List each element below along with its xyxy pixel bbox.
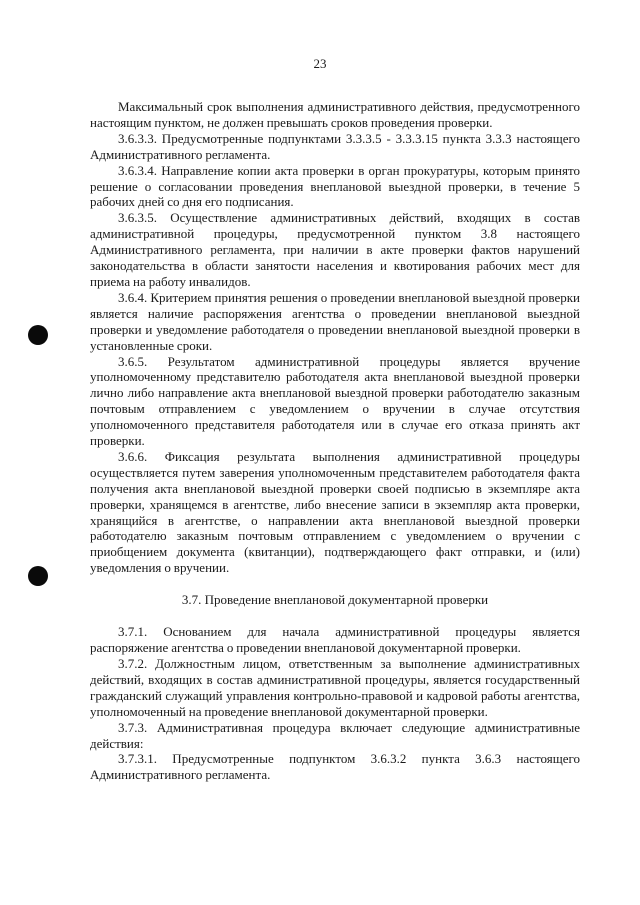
- section-title: 3.7. Проведение внеплановой документарной проверки: [181, 592, 489, 608]
- paragraph-3-6-3-5: 3.6.3.5. Осуществление административных действий, входящих в состав административной процедуры, предусмотренной пунктом 3.8 настоящего Административного регламента, при наличии в акте проверки фактов нарушений законодательства в области занятости населения и квотирования рабочих мест для приема на работу инвалидов.: [90, 210, 580, 289]
- paragraph-3-6-4: 3.6.4. Критерием принятия решения о проведении внеплановой выездной проверки является наличие распоряжения агентства о проведении внеплановой выездной проверки и уведомление работодателя о проведении внеплановой выездной проверки в установленные сроки.: [90, 289, 580, 353]
- punch-hole-upper: [28, 325, 48, 345]
- paragraph-3-7-2: 3.7.2. Должностным лицом, ответственным за выполнение административных действий, входящих в состав административной процедуры, является государственный гражданский служащий управления контрольно-правовой и кадровой работы агентства, уполномоченный на проведение внеплановой документарной проверки.: [90, 656, 580, 719]
- page-number: 23: [313, 56, 327, 71]
- paragraph-3-7-3-1: 3.7.3.1. Предусмотренные подпунктом 3.6.3.2 пункта 3.6.3 настоящего Административного регламента.: [90, 751, 580, 783]
- punch-hole-lower: [28, 566, 48, 586]
- paragraph-3-7-1: 3.7.1. Основанием для начала административной процедуры является распоряжение агентства о проведении внеплановой документарной проверки.: [90, 624, 580, 656]
- paragraph-3-6-5: 3.6.5. Результатом административной процедуры является вручение уполномоченному представителю работодателя акта внеплановой выездной проверки лично либо направление акта внеплановой выездной проверки работодателю заказным почтовым отправлением с уведомлением о вручении в случае отсутствия уполномоченного представителя работодателя или в случае его отказа принять акт проверки.: [90, 353, 580, 449]
- paragraph-3-7-3: 3.7.3. Административная процедура включает следующие административные действия:: [90, 719, 580, 751]
- paragraph-max-duration: Максимальный срок выполнения административного действия, предусмотренного настоящим пунктом, не должен превышать сроков проведения проверки.: [90, 99, 580, 130]
- paragraph-3-6-3-4: 3.6.3.4. Направление копии акта проверки в орган прокуратуры, которым принято решение о согласовании проведения внеплановой выездной проверки, в течение 5 рабочих дней со дня его подписания.: [90, 162, 580, 210]
- document-body: [90, 99, 580, 783]
- paragraph-3-6-6: 3.6.6. Фиксация результата выполнения административной процедуры осуществляется путем заверения уполномоченным представителем работодателя факта получения акта внеплановой выездной проверки своей подписью в экземпляре акта проверки, хранящемся в агентстве, либо внесение записи в экземпляр акта проверки, хранящийся в агентстве, о направлении акта внеплановой выездной проверки работодателю заказным почтовым отправлением с уведомлением о вручении с приобщением документа (квитанции), подтверждающего факт отправки, и (или) уведомления о вручении.: [90, 448, 580, 576]
- paragraph-3-6-3-3: 3.6.3.3. Предусмотренные подпунктами 3.3.3.5 - 3.3.3.15 пункта 3.3.3 настоящего Административного регламента.: [90, 130, 580, 162]
